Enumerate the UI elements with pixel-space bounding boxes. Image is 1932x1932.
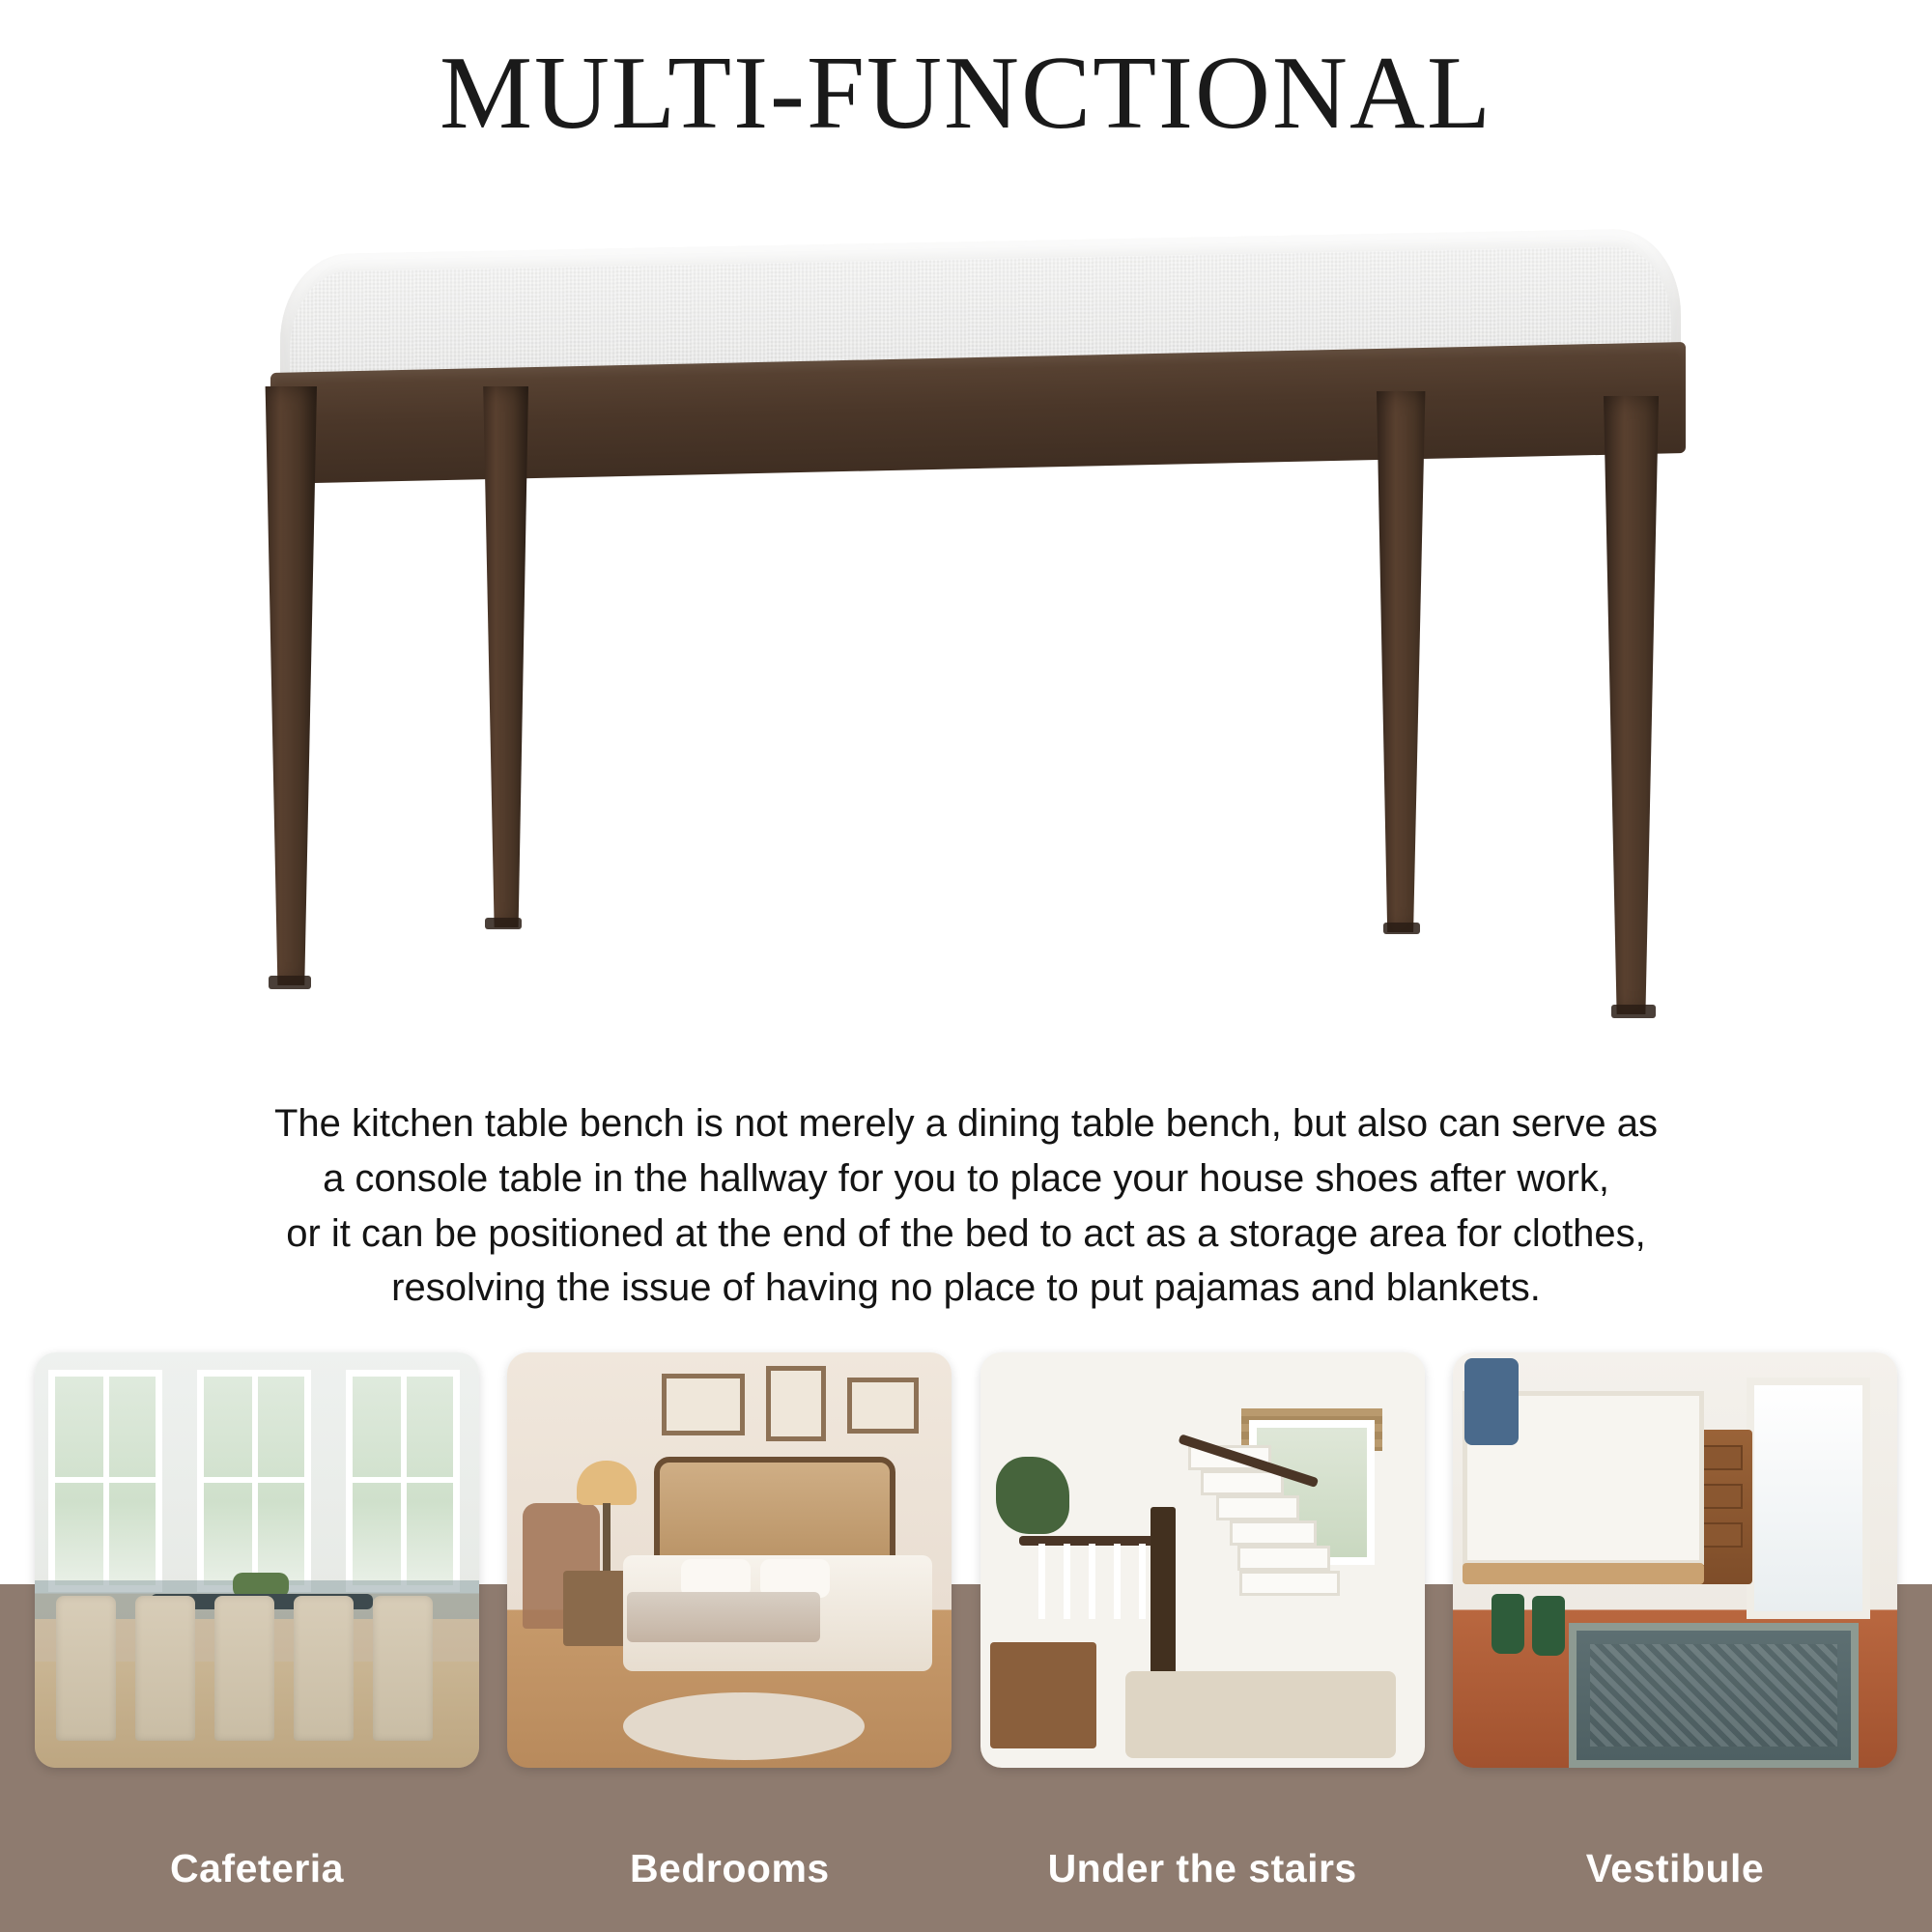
description-line-3: or it can be positioned at the end of the bed to act as a storage area for clothes, (286, 1211, 1646, 1255)
stair-step (1201, 1470, 1284, 1495)
usecase-photo-stairs (980, 1352, 1425, 1768)
baluster (1064, 1544, 1070, 1619)
wall-art-icon (847, 1378, 919, 1434)
description-block (145, 1096, 1787, 1316)
scene-bedroom (507, 1352, 952, 1768)
boot-icon (1492, 1594, 1524, 1654)
usecase-label: Under the stairs (1047, 1846, 1357, 1890)
dining-chair (135, 1596, 195, 1741)
bench-leg-back-right (1377, 391, 1431, 932)
usecase-label: Vestibule (1585, 1846, 1765, 1890)
dining-chair (294, 1596, 354, 1741)
description-line-1: The kitchen table bench is not merely a dining table bench, but also can serve as (274, 1102, 1658, 1145)
window-icon (48, 1370, 162, 1592)
usecase-photo-cafeteria (35, 1352, 479, 1768)
bench-leg-front-right (1604, 396, 1663, 1014)
usecase-label: Bedrooms (629, 1846, 830, 1890)
usecase-card-cafeteria[interactable] (35, 1352, 479, 1932)
scene-entryway (1453, 1352, 1897, 1768)
area-rug (623, 1692, 865, 1760)
stair-step (1239, 1571, 1340, 1596)
usecase-cards (0, 1352, 1932, 1932)
hanging-coat (1464, 1358, 1519, 1445)
window-icon (197, 1370, 311, 1592)
plant-icon (996, 1457, 1069, 1534)
description-line-2: a console table in the hallway for you to place your house shoes after work, (323, 1156, 1609, 1200)
bench-foot-front-left (269, 976, 311, 989)
usecase-card-vestibule[interactable] (1453, 1352, 1897, 1932)
door-icon (1747, 1378, 1870, 1619)
area-rug (1125, 1671, 1396, 1758)
runner-rug (1569, 1623, 1859, 1768)
bench-foot-front-right (1611, 1005, 1656, 1018)
dining-chair (214, 1596, 274, 1741)
baluster (1038, 1544, 1045, 1619)
usecase-label: Cafeteria (170, 1846, 344, 1890)
stair-step (1230, 1520, 1317, 1546)
bench-foot-back-right (1383, 923, 1420, 934)
usecase-photo-bedrooms (507, 1352, 952, 1768)
baluster (1089, 1544, 1095, 1619)
wall-art-icon (766, 1366, 826, 1441)
console-cabinet (990, 1642, 1096, 1748)
scene-staircase (980, 1352, 1425, 1768)
usecase-photo-vestibule (1453, 1352, 1897, 1768)
bench-leg-back-left (478, 386, 528, 927)
window-icon (346, 1370, 460, 1592)
hero-product-image (0, 208, 1932, 1077)
description-line-4: resolving the issue of having no place to put pajamas and blankets. (391, 1266, 1541, 1310)
scene-dining-room (35, 1352, 479, 1768)
baluster (1114, 1544, 1121, 1619)
entry-bench (1463, 1563, 1704, 1584)
lamp-icon (577, 1461, 637, 1505)
usecase-card-bedrooms[interactable] (507, 1352, 952, 1932)
bed-headboard (654, 1457, 895, 1561)
bench-foot-back-left (485, 918, 522, 929)
throw-blanket (627, 1592, 820, 1642)
stair-step (1216, 1495, 1299, 1520)
dining-chair (373, 1596, 433, 1741)
boot-icon (1532, 1596, 1565, 1656)
wall-art-icon (662, 1374, 745, 1435)
usecase-card-under-the-stairs[interactable] (980, 1352, 1425, 1932)
page-title: MULTI-FUNCTIONAL (440, 36, 1492, 151)
bench-illustration (261, 242, 1710, 1072)
dining-chair (56, 1596, 116, 1741)
nightstand (563, 1571, 631, 1646)
lamp-stem (603, 1503, 611, 1571)
baluster (1139, 1544, 1146, 1619)
bench-leg-front-left (261, 386, 317, 985)
stair-step (1237, 1546, 1330, 1571)
